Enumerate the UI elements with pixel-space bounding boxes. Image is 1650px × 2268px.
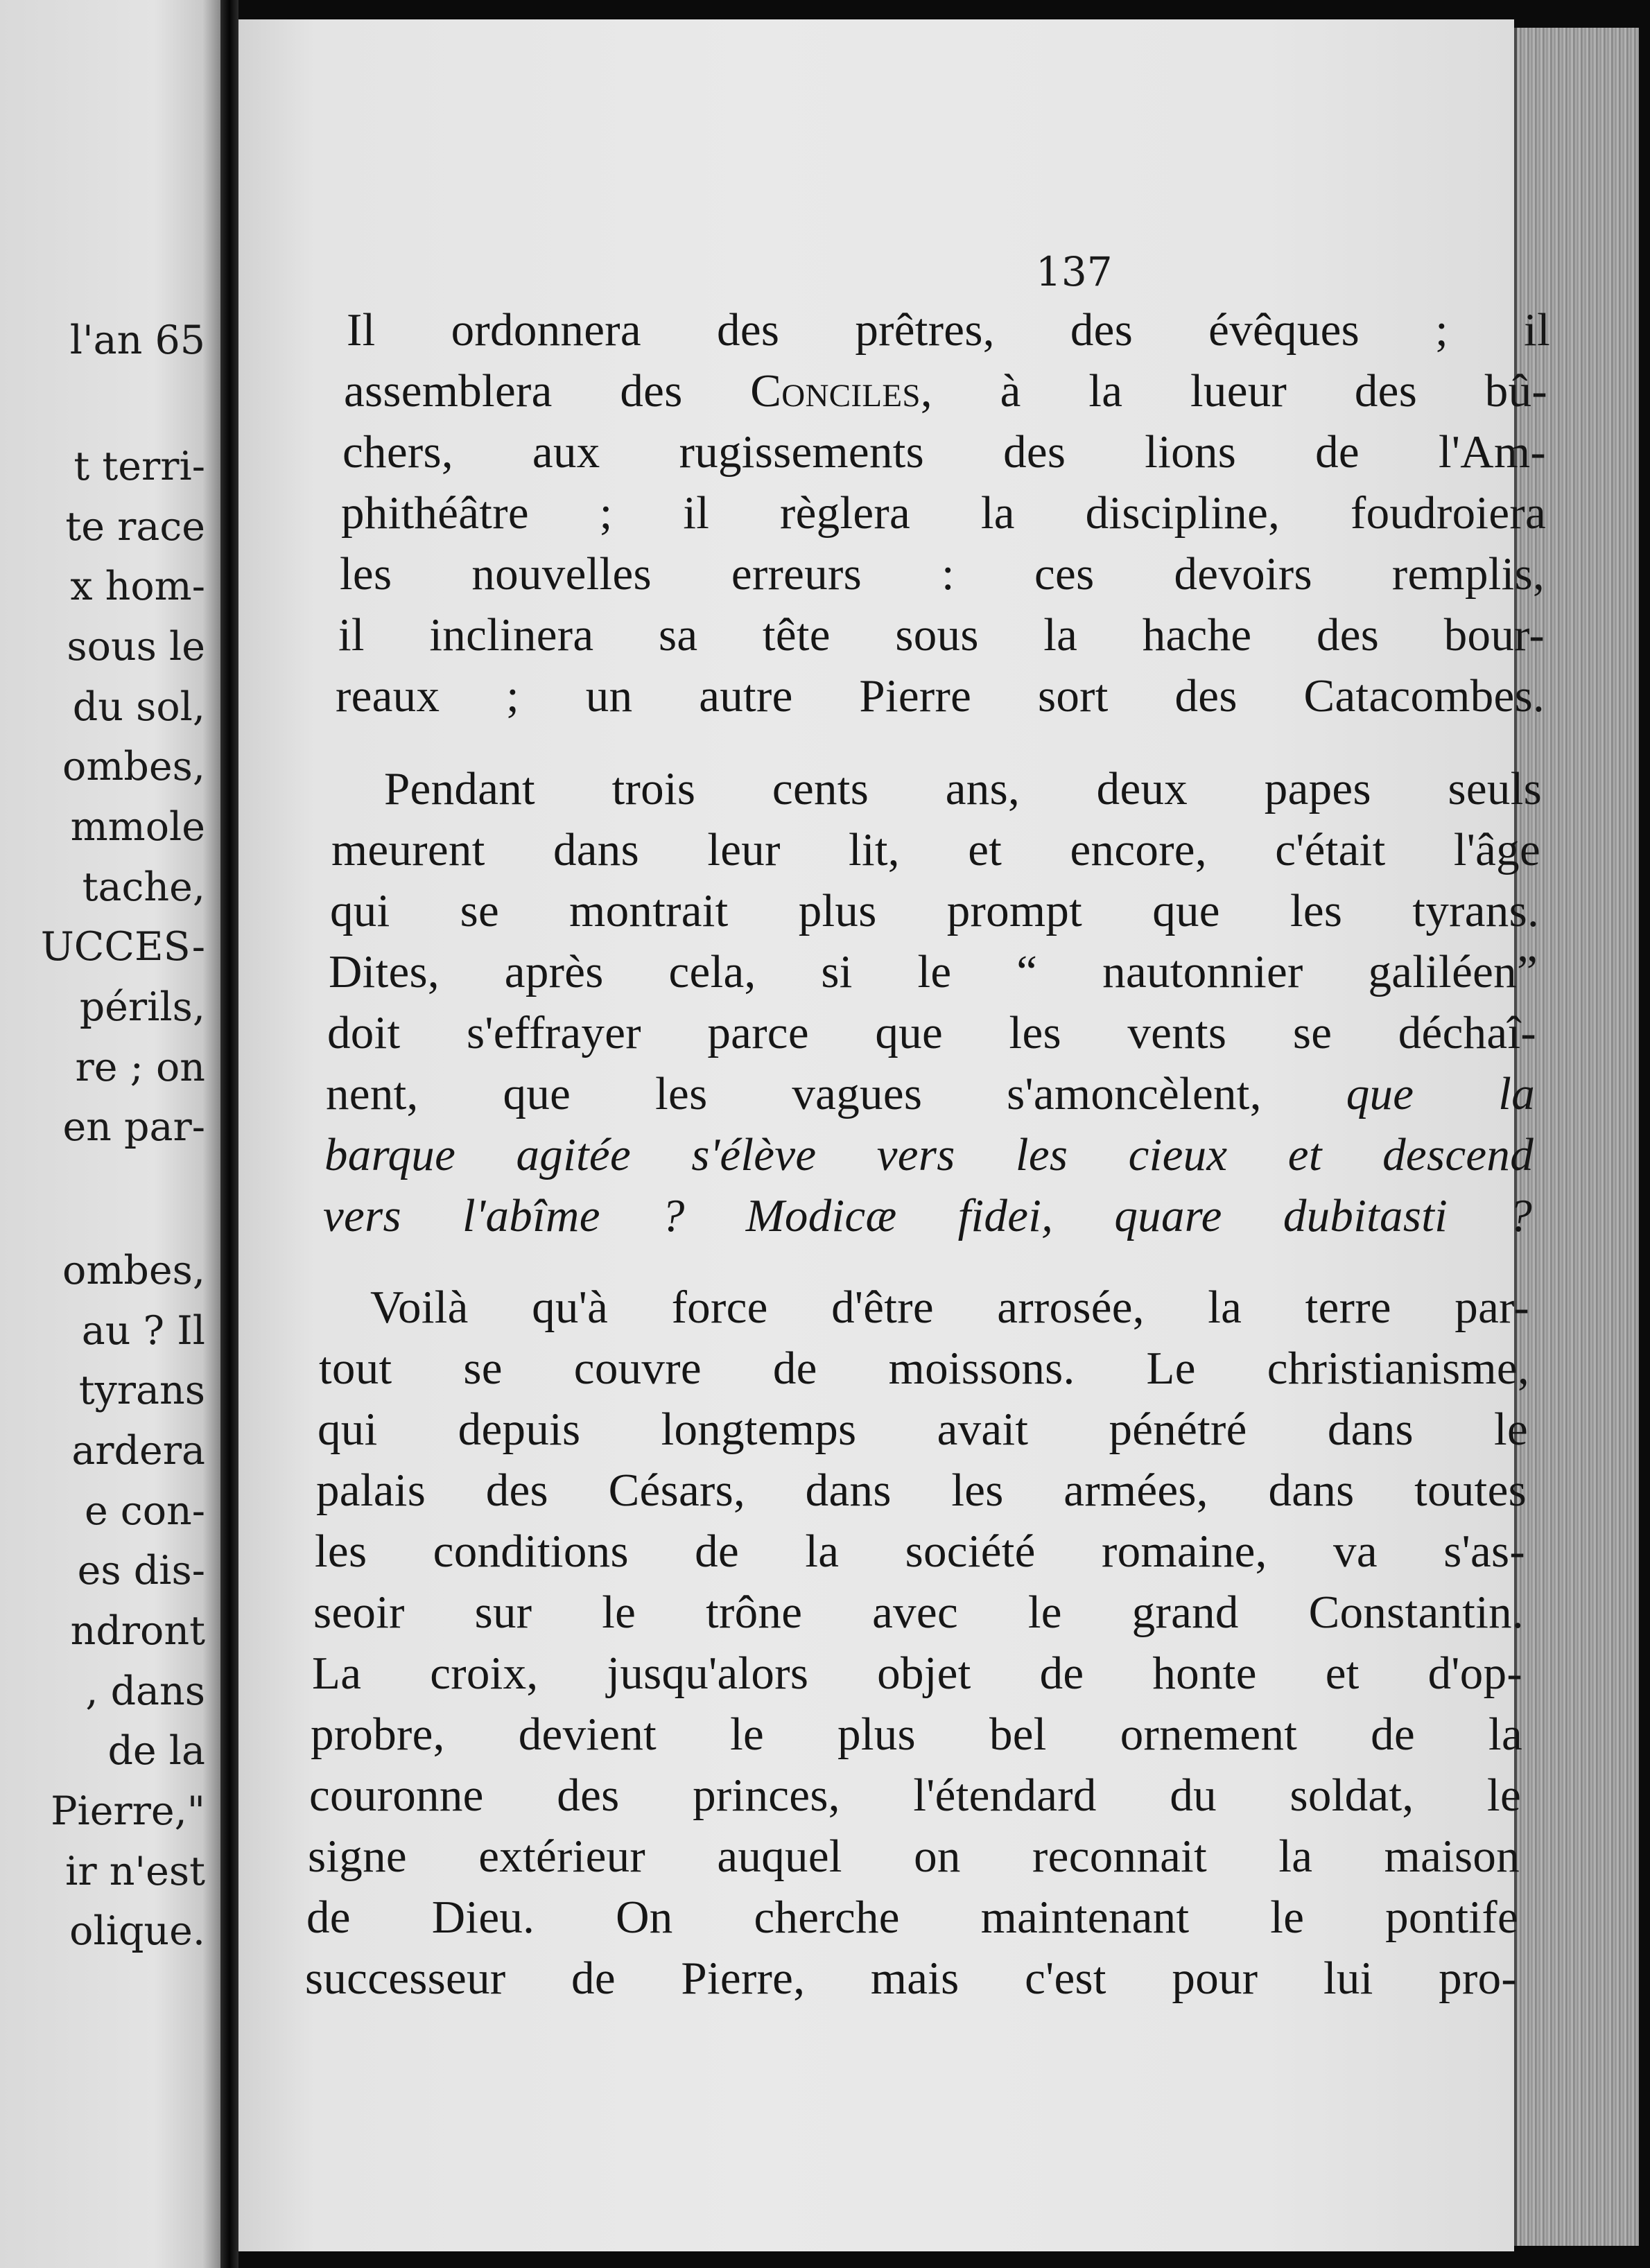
left-page-line: en par-	[62, 1104, 205, 1150]
text-span: assemblera des	[344, 365, 751, 417]
text-line: de Dieu. On cherche maintenant le pontife	[306, 1892, 1518, 1943]
left-page-line: mmole	[70, 804, 205, 850]
left-page-line: re ; on	[75, 1045, 205, 1090]
text-line: signe extérieur auquel on reconnait la maison	[308, 1831, 1520, 1882]
left-page-line: te race	[65, 504, 205, 550]
text-line: meurent dans leur lit, et encore, c'était l'âge	[331, 824, 1540, 875]
text-line: palais des Césars, dans les armées, dans toutes	[316, 1465, 1527, 1516]
text-line: Il ordonnera des prêtres, des évêques ; il	[347, 304, 1550, 356]
left-page-line: ir n'est	[65, 1849, 205, 1894]
left-page-line: , dans	[85, 1668, 205, 1714]
left-page-line: au ? Il	[81, 1308, 205, 1354]
text-line	[326, 1067, 1535, 1121]
italic-text-line: barque agitée s'élève vers les cieux et descend	[324, 1129, 1534, 1180]
text-line: Voilà qu'à force d'être arrosée, la terre par-	[370, 1282, 1529, 1333]
text-line: probre, devient le plus bel ornement de la	[311, 1709, 1522, 1760]
book-gutter	[220, 0, 238, 2268]
text-line: successeur de Pierre, mais c'est pour lui pro-	[305, 1953, 1517, 2004]
left-page-line: tache,	[82, 864, 205, 910]
left-page-line: t terri-	[73, 444, 205, 489]
left-page-line: x hom-	[70, 564, 205, 609]
text-line: les conditions de la société romaine, va s'as-	[315, 1526, 1525, 1577]
text-line: les nouvelles erreurs : ces devoirs remplis,	[340, 548, 1545, 600]
left-page-line: ardera	[71, 1428, 205, 1474]
left-page-line: sous le	[67, 624, 205, 670]
text-line: qui se montrait plus prompt que les tyrans.	[330, 885, 1539, 936]
text-span: nent, que les vagues s'amoncèlent,	[326, 1068, 1346, 1119]
italic-text-line: vers l'abîme ? Modicæ fidei, quare dubitasti ?	[323, 1190, 1532, 1241]
text-line: chers, aux rugissements des lions de l'Am-	[342, 426, 1546, 478]
left-page-line: ombes,	[62, 744, 205, 790]
left-page-line: Pierre,"	[51, 1788, 205, 1834]
italic-span: que la	[1346, 1068, 1535, 1119]
text-line: reaux ; un autre Pierre sort des Catacombes.	[336, 670, 1545, 722]
left-page-line: ombes,	[62, 1248, 205, 1293]
text-line: qui depuis longtemps avait pénétré dans le	[318, 1404, 1528, 1455]
text-line: couronne des princes, l'étendard du soldat, le	[309, 1770, 1521, 1821]
left-page-line: périls,	[79, 984, 205, 1030]
left-page-line: du sol,	[72, 684, 205, 730]
text-line: Pendant trois cents ans, deux papes seuls	[384, 763, 1542, 814]
text-line	[344, 365, 1547, 418]
text-line: tout se couvre de moissons. Le christianisme,	[319, 1343, 1529, 1394]
left-page-line: UCCES-	[40, 924, 205, 970]
text-line: seoir sur le trône avec le grand Constantin.	[313, 1587, 1524, 1638]
left-page-line: de la	[107, 1728, 205, 1774]
text-line: il inclinera sa tête sous la hache des bour-	[338, 609, 1545, 661]
left-page-line: tyrans	[78, 1368, 205, 1413]
text-line: Dites, après cela, si le “ nautonnier galiléen”	[329, 946, 1538, 997]
text-line: phithéâtre ; il règlera la discipline, foudroiera	[341, 487, 1546, 539]
left-page-line: olique.	[69, 1908, 205, 1954]
small-caps-term: Conciles	[750, 365, 921, 417]
left-page-line: ndront	[70, 1608, 205, 1654]
text-line: La croix, jusqu'alors objet de honte et d'op-	[312, 1648, 1522, 1699]
left-page-line: es dis-	[77, 1548, 205, 1594]
main-page	[238, 19, 1550, 2251]
text-line: doit s'effrayer parce que les vents se déchaî-	[327, 1007, 1536, 1058]
page-number: 137	[1036, 248, 1113, 295]
left-page-line: l'an 65	[69, 317, 205, 363]
left-facing-page	[0, 0, 220, 2268]
text-span: , à la lueur des bû-	[920, 365, 1547, 417]
left-page-line: e con-	[84, 1488, 205, 1534]
